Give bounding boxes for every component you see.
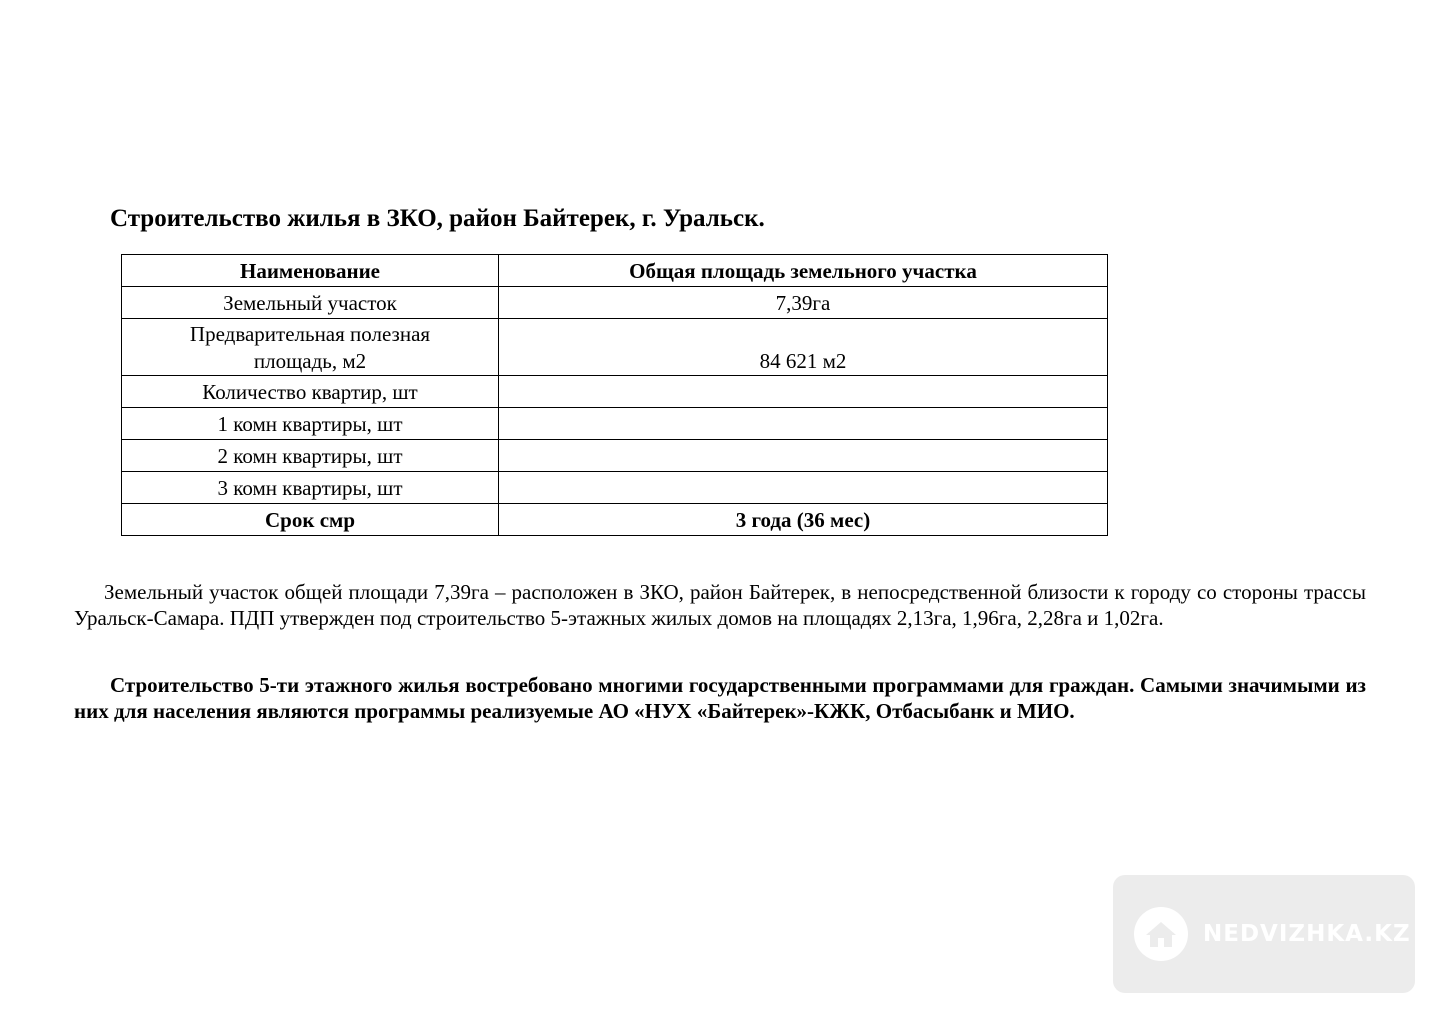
- document-title: Строительство жилья в ЗКО, район Байтерек, г. Уральск.: [110, 205, 765, 232]
- info-table: [121, 254, 1108, 536]
- row-name: Срок смр: [122, 504, 499, 536]
- header-name: Наименование: [122, 255, 499, 287]
- table-row: [122, 319, 1108, 376]
- watermark-text: NEDVIZHKA.KZ: [1203, 921, 1411, 947]
- row-name: Земельный участок: [122, 287, 499, 319]
- table-row: [122, 504, 1108, 536]
- row-name-line1: Предварительная полезная: [189, 322, 431, 346]
- row-name-line2: площадь, м2: [253, 349, 367, 373]
- row-value: [499, 440, 1108, 472]
- table-row: [122, 408, 1108, 440]
- watermark-badge: [1113, 875, 1415, 993]
- programs-paragraph: Строительство 5-ти этажного жилья востребовано многими государственными программами для граждан. Самыми значимыми из них для населения являются программы реализуемые АО «НУХ «Байтерек»-КЖК, Отбасыбанк и МИО.: [74, 673, 1366, 723]
- row-name: Количество квартир, шт: [122, 376, 499, 408]
- row-value: 7,39га: [499, 287, 1108, 319]
- row-value: 3 года (36 мес): [499, 504, 1108, 536]
- description-paragraph: Земельный участок общей площади 7,39га – расположен в ЗКО, район Байтерек, в непосредственной близости к городу со стороны трассы Уральск-Самара. ПДП утвержден под строительство 5-этажных жилых домов на площадях 2,13га, 1,96га, 2,28га и 1,02га.: [74, 580, 1366, 630]
- row-value: [499, 472, 1108, 504]
- row-name: 1 комн квартиры, шт: [122, 408, 499, 440]
- header-area: Общая площадь земельного участка: [499, 255, 1108, 287]
- row-name: 3 комн квартиры, шт: [122, 472, 499, 504]
- row-name: 2 комн квартиры, шт: [122, 440, 499, 472]
- row-value: 84 621 м2: [499, 319, 1108, 376]
- table-row: [122, 440, 1108, 472]
- house-logo-icon: [1133, 906, 1189, 962]
- row-value: [499, 376, 1108, 408]
- table-row: [122, 376, 1108, 408]
- row-name: [122, 319, 499, 376]
- row-value: [499, 408, 1108, 440]
- table-row: [122, 472, 1108, 504]
- table-header-row: [122, 255, 1108, 287]
- table-row: [122, 287, 1108, 319]
